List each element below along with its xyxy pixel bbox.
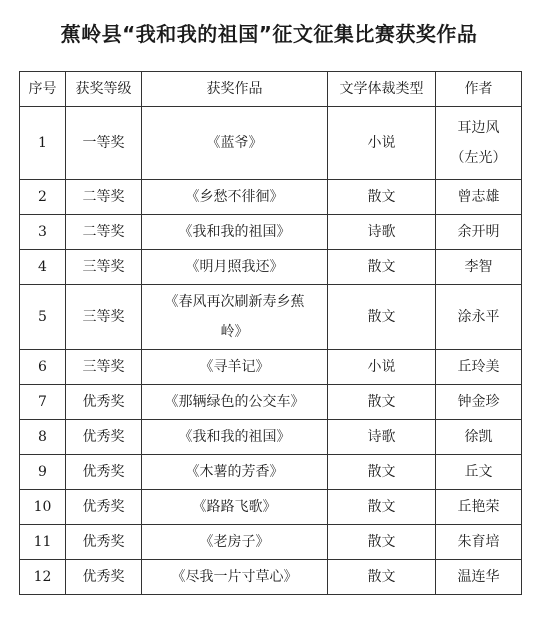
cell-genre: 散文 (328, 455, 436, 490)
cell-work: 《老房子》 (142, 525, 328, 560)
cell-work: 《我和我的祖国》 (142, 215, 328, 250)
table-row (20, 490, 522, 525)
cell-no: 6 (20, 350, 66, 385)
cell-work: 《路路飞歌》 (142, 490, 328, 525)
cell-author: 丘文 (436, 455, 522, 490)
cell-genre: 诗歌 (328, 215, 436, 250)
table-row (20, 455, 522, 490)
table-row (20, 180, 522, 215)
cell-level: 三等奖 (66, 285, 142, 350)
header-genre: 文学体裁类型 (328, 72, 436, 107)
cell-genre: 散文 (328, 490, 436, 525)
cell-no: 4 (20, 250, 66, 285)
cell-work: 《寻羊记》 (142, 350, 328, 385)
cell-no: 1 (20, 107, 66, 180)
cell-genre: 小说 (328, 107, 436, 180)
cell-no: 8 (20, 420, 66, 455)
table-row (20, 560, 522, 595)
cell-author (436, 107, 522, 180)
cell-genre: 散文 (328, 385, 436, 420)
cell-level: 三等奖 (66, 350, 142, 385)
cell-author: 朱育培 (436, 525, 522, 560)
cell-genre: 散文 (328, 560, 436, 595)
cell-no: 11 (20, 525, 66, 560)
cell-work: 《那辆绿色的公交车》 (142, 385, 328, 420)
cell-work: 《乡愁不徘徊》 (142, 180, 328, 215)
cell-genre: 散文 (328, 525, 436, 560)
table-row (20, 285, 522, 350)
cell-level: 二等奖 (66, 180, 142, 215)
cell-author: 丘艳荣 (436, 490, 522, 525)
author-pen-name: 耳边风 (457, 120, 500, 136)
table-row (20, 525, 522, 560)
cell-no: 10 (20, 490, 66, 525)
cell-author: 曾志雄 (436, 180, 522, 215)
cell-no: 9 (20, 455, 66, 490)
cell-no: 7 (20, 385, 66, 420)
cell-genre: 散文 (328, 180, 436, 215)
cell-level: 一等奖 (66, 107, 142, 180)
table-row (20, 215, 522, 250)
header-work: 获奖作品 (142, 72, 328, 107)
cell-level: 优秀奖 (66, 560, 142, 595)
cell-level: 优秀奖 (66, 420, 142, 455)
cell-author: 钟金珍 (436, 385, 522, 420)
cell-work (142, 285, 328, 350)
cell-level: 优秀奖 (66, 490, 142, 525)
cell-work: 《尽我一片寸草心》 (142, 560, 328, 595)
cell-author: 丘玲美 (436, 350, 522, 385)
table-row (20, 350, 522, 385)
cell-no: 12 (20, 560, 66, 595)
cell-genre: 诗歌 (328, 420, 436, 455)
cell-genre: 散文 (328, 285, 436, 350)
cell-level: 二等奖 (66, 215, 142, 250)
table-row (20, 107, 522, 180)
cell-level: 优秀奖 (66, 385, 142, 420)
cell-author: 温连华 (436, 560, 522, 595)
cell-author: 余开明 (436, 215, 522, 250)
cell-level: 三等奖 (66, 250, 142, 285)
table-row (20, 420, 522, 455)
cell-work: 《蓝爷》 (142, 107, 328, 180)
document-title: 蕉岭县“我和我的祖国”征文征集比赛获奖作品 (60, 22, 478, 46)
cell-genre: 散文 (328, 250, 436, 285)
table-header-row (20, 72, 522, 107)
cell-author: 涂永平 (436, 285, 522, 350)
cell-no: 5 (20, 285, 66, 350)
cell-work: 《我和我的祖国》 (142, 420, 328, 455)
cell-author: 徐凯 (436, 420, 522, 455)
cell-author: 李智 (436, 250, 522, 285)
cell-level: 优秀奖 (66, 525, 142, 560)
cell-no: 2 (20, 180, 66, 215)
table-row (20, 250, 522, 285)
awards-table (19, 71, 522, 595)
cell-work: 《明月照我还》 (142, 250, 328, 285)
work-title-line: 岭》 (220, 324, 249, 340)
cell-genre: 小说 (328, 350, 436, 385)
cell-level: 优秀奖 (66, 455, 142, 490)
author-real-name: （左光） (450, 150, 507, 166)
work-title-line: 《春风再次刷新寿乡蕉 (164, 294, 305, 310)
cell-work: 《木薯的芳香》 (142, 455, 328, 490)
header-author: 作者 (436, 72, 522, 107)
cell-no: 3 (20, 215, 66, 250)
table-row (20, 385, 522, 420)
header-no: 序号 (20, 72, 66, 107)
header-level: 获奖等级 (66, 72, 142, 107)
